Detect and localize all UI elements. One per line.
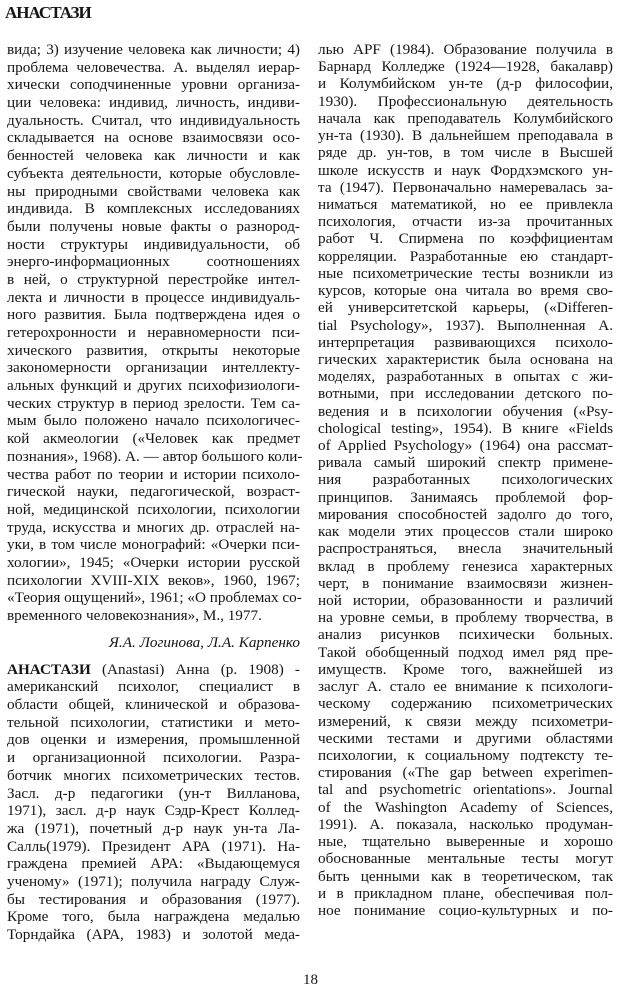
text-line: мирования способностей задолго до того, [318, 505, 613, 523]
text-line: 1971), засл. д-р наук Сэдр-Крест Коллед- [7, 802, 300, 820]
text-line: ны природными свойствами человека как [7, 182, 300, 200]
text-line: ное понимание социо-культурных и по- [318, 901, 613, 919]
text-line: черт, в понимание взаимосвязи жизнен- [318, 574, 613, 592]
entry-anastasi [7, 661, 300, 944]
text-line: гических характеристик была основана на [318, 350, 613, 368]
text-line: анализ рисунков психически больных. [318, 626, 613, 644]
text-line: вотными, при исследовании детского по- [318, 385, 613, 403]
text-line: работ Ч. Спирмена по коэффициентам [318, 230, 613, 248]
text-line: кой акмеологии («Человек как предмет [7, 430, 300, 448]
text-line: ной, медицинской психологии, психологии [7, 500, 300, 518]
text-line: бенностей человека как личности и как [7, 147, 300, 165]
text-line: ческих структур в период зрелости. Тем са- [7, 394, 300, 412]
text-line: чества работ по теории и истории психоло- [7, 465, 300, 483]
text-line: школе искусств и наук Фордхэмского ун- [318, 161, 613, 179]
text-line: вида; 3) изучение человека как личности; 4) [7, 41, 300, 58]
text-line: познания», 1968). А. — автор большого коли- [7, 447, 303, 465]
text-line: жа (1971), почетный д-р наук ун-та Ла- [7, 819, 300, 837]
running-head: АНАСТАЗИ [5, 3, 91, 22]
text-line: субъекта деятельности, которые обусловле- [7, 164, 300, 182]
text-line: области общей, клинической и образова- [7, 696, 300, 714]
text-line: хического развития, открыты некоторые [7, 341, 300, 359]
text-line: и в прикладном плане, обеспечивая пол- [318, 884, 613, 902]
text-line: 1930). Профессиональную деятельность [318, 92, 613, 110]
text-line: of the Washington Academy of Sciences, [318, 798, 613, 816]
text-line: Такой обобщенный подход имел ряд пре- [318, 643, 613, 661]
text-line: ности структуры индивидуальности, об [7, 235, 300, 253]
text-line: курсов, которые она читала во время сво- [318, 282, 613, 300]
text-line: of Applied Psychology» (1964) она рассмат- [318, 437, 613, 455]
left-column [7, 41, 303, 944]
text-line: ун-та (1930). В дальнейшем преподавала в [318, 127, 613, 145]
text-line: Торндайка (АРА, 1983) и золотой меда- [7, 926, 300, 943]
text-line: психология, отчасти из-за прочитанных [318, 213, 613, 231]
text-line: на уровне семьи, в проблему творчества, в [318, 609, 613, 627]
entry-first-line-text: (Anastasi) Анна (р. 1908) - [90, 660, 300, 678]
text-line: уки, в том числе монографий: «Очерки пси- [7, 536, 300, 554]
page-number: 18 [303, 972, 318, 988]
text-line: измерений, к связи между психометри- [318, 712, 613, 730]
text-line: моделях, разработанных в опытах с жи- [318, 368, 613, 386]
text-line: корреляции. Разработанные ею стандарт- [318, 247, 613, 265]
text-line: временного человекознания», М., 1977. [7, 607, 262, 624]
text-line: и Колумбийском ун-те (д-р философии, [318, 75, 613, 93]
text-line: ведения и в психологии обучения («Psy- [318, 402, 613, 420]
text-line: хологии», 1945; «Очерки истории русской [7, 553, 300, 571]
text-line: быть ценными как в теоретическом, так [318, 867, 613, 885]
right-column [318, 41, 613, 919]
text-line: индивида. В комплексных исследованиях [7, 200, 300, 218]
text-line: ривала самый широкий спектр примене- [318, 454, 613, 472]
text-line: как модели этих процессов стали широко [318, 523, 613, 541]
text-line: ей университетской карьеры, («Differen- [318, 299, 613, 317]
text-line: ботчик многих психометрических тестов. [7, 766, 300, 784]
text-line: имуществ. Кроме того, важнейшей из [318, 660, 613, 678]
text-line: ческими тестами и другими областями [318, 729, 613, 747]
text-line: ученому» (1971); получила награду Служ- [7, 872, 300, 890]
text-line: были получены новые факты о разнород- [7, 217, 300, 235]
text-line: хически соподчиненные уровни организа- [7, 76, 300, 94]
text-line: tial Psychology», 1937). Выполненная А. [318, 316, 613, 334]
entry-signature: Я.А. Логинова, Л.А. Карпенко [108, 633, 300, 651]
text-line: ции человека: индивид, личность, индиви- [7, 94, 300, 112]
text-line: граждена премией АРА: «Выдающемуся [7, 855, 300, 873]
text-line: Кроме того, была награждена медалью [7, 908, 300, 926]
text-line: лью APF (1984). Образование получила в [318, 41, 613, 58]
text-line: ные психометрические тесты возникли из [318, 264, 613, 282]
text-line: распространяться, внесла значительный [318, 540, 613, 558]
text-line: психологии, к социальному подтексту те- [318, 746, 613, 764]
text-line: заслуг А. стало ее внимание к психологи- [318, 678, 613, 696]
text-line: Барнард Колледже (1924—1928, бакалавр) [318, 58, 613, 76]
text-line: «Теория ощущений», 1961; «О проблемах со- [7, 589, 302, 607]
text-line: ниматься математикой, но ее привлекла [318, 195, 613, 213]
entry-body-continued [318, 41, 613, 919]
text-line: альных функций и других психофизиологи- [7, 377, 300, 395]
text-line: начала как преподаватель Колумбийского [318, 109, 613, 127]
text-line: дов оценки и измерения, промышленной [7, 731, 300, 749]
text-line: гической науки, педагогической, возраст- [7, 483, 300, 501]
text-line: Засл. д-р педагогики (ун-т Вилланова, [7, 784, 300, 802]
text-line: дуальность. Считал, что индивидуальность [7, 111, 300, 129]
text-line: обоснованные ментальные тесты могут [318, 850, 613, 868]
text-line: ряде др. ун-тов, в том числе в Высшей [318, 144, 613, 162]
text-line: труда, искусства и многих др. отраслей на- [7, 518, 300, 536]
text-line: психологии XVIII-XIX веков», 1960, 1967; [7, 571, 300, 589]
text-line: 1991). А. показала, насколько продуман- [318, 815, 613, 833]
text-line: в ней, о структурной перестройке интел- [7, 270, 300, 288]
text-line: та (1947). Первоначально намеревалась за- [318, 178, 613, 196]
text-line: Салль(1979). Президент АРА (1971). На- [7, 837, 300, 855]
text-line: проблема человечества. А. выделял иерар- [7, 58, 300, 76]
text-line: стирования («The gap between experimen- [318, 764, 613, 782]
text-line: вклад в проблему генезиса характерных [318, 557, 613, 575]
text-line: принципов. Занимаясь проблемой фор- [318, 488, 613, 506]
text-line: складывается на основе взаимосвязи осо- [7, 129, 300, 147]
text-line: и организационной психологии. Разра- [7, 749, 300, 767]
text-line: бы тестирования и образования (1977). [7, 890, 300, 908]
previous-entry-continuation [7, 41, 303, 607]
entry-body [7, 678, 300, 943]
text-line: закономерности организации интеллекту- [7, 359, 300, 377]
text-line: энерго-информационных соотношениях [7, 253, 300, 271]
text-line: интерпретация развивающихся психоло- [318, 333, 613, 351]
text-line: гетерохронности и неравномерности пси- [7, 324, 300, 341]
text-line: ного развития. Была подтверждена идея о [7, 306, 300, 324]
text-line: chological testing», 1954). В книге «Fields [318, 419, 613, 437]
text-line: ной истории, образованности и различий [318, 592, 613, 609]
text-line: ния разработанных психологических [318, 471, 613, 489]
text-line: tal and psychometric orientations». Journal [318, 781, 613, 799]
text-line: мым было положено начало психологичес- [7, 412, 300, 430]
text-line: лекта и личности в процессе индивидуаль- [7, 288, 300, 306]
entry-first-line [7, 661, 300, 679]
entry-headword: АНАСТАЗИ [7, 660, 91, 678]
text-line: ческому содержанию психометрических [318, 695, 613, 713]
text-line: тельной психологии, статистики и мето- [7, 713, 300, 731]
text-line: ные, тщательно выверенные и хорошо [318, 833, 613, 851]
text-line: американский психолог, специалист в [7, 678, 300, 696]
